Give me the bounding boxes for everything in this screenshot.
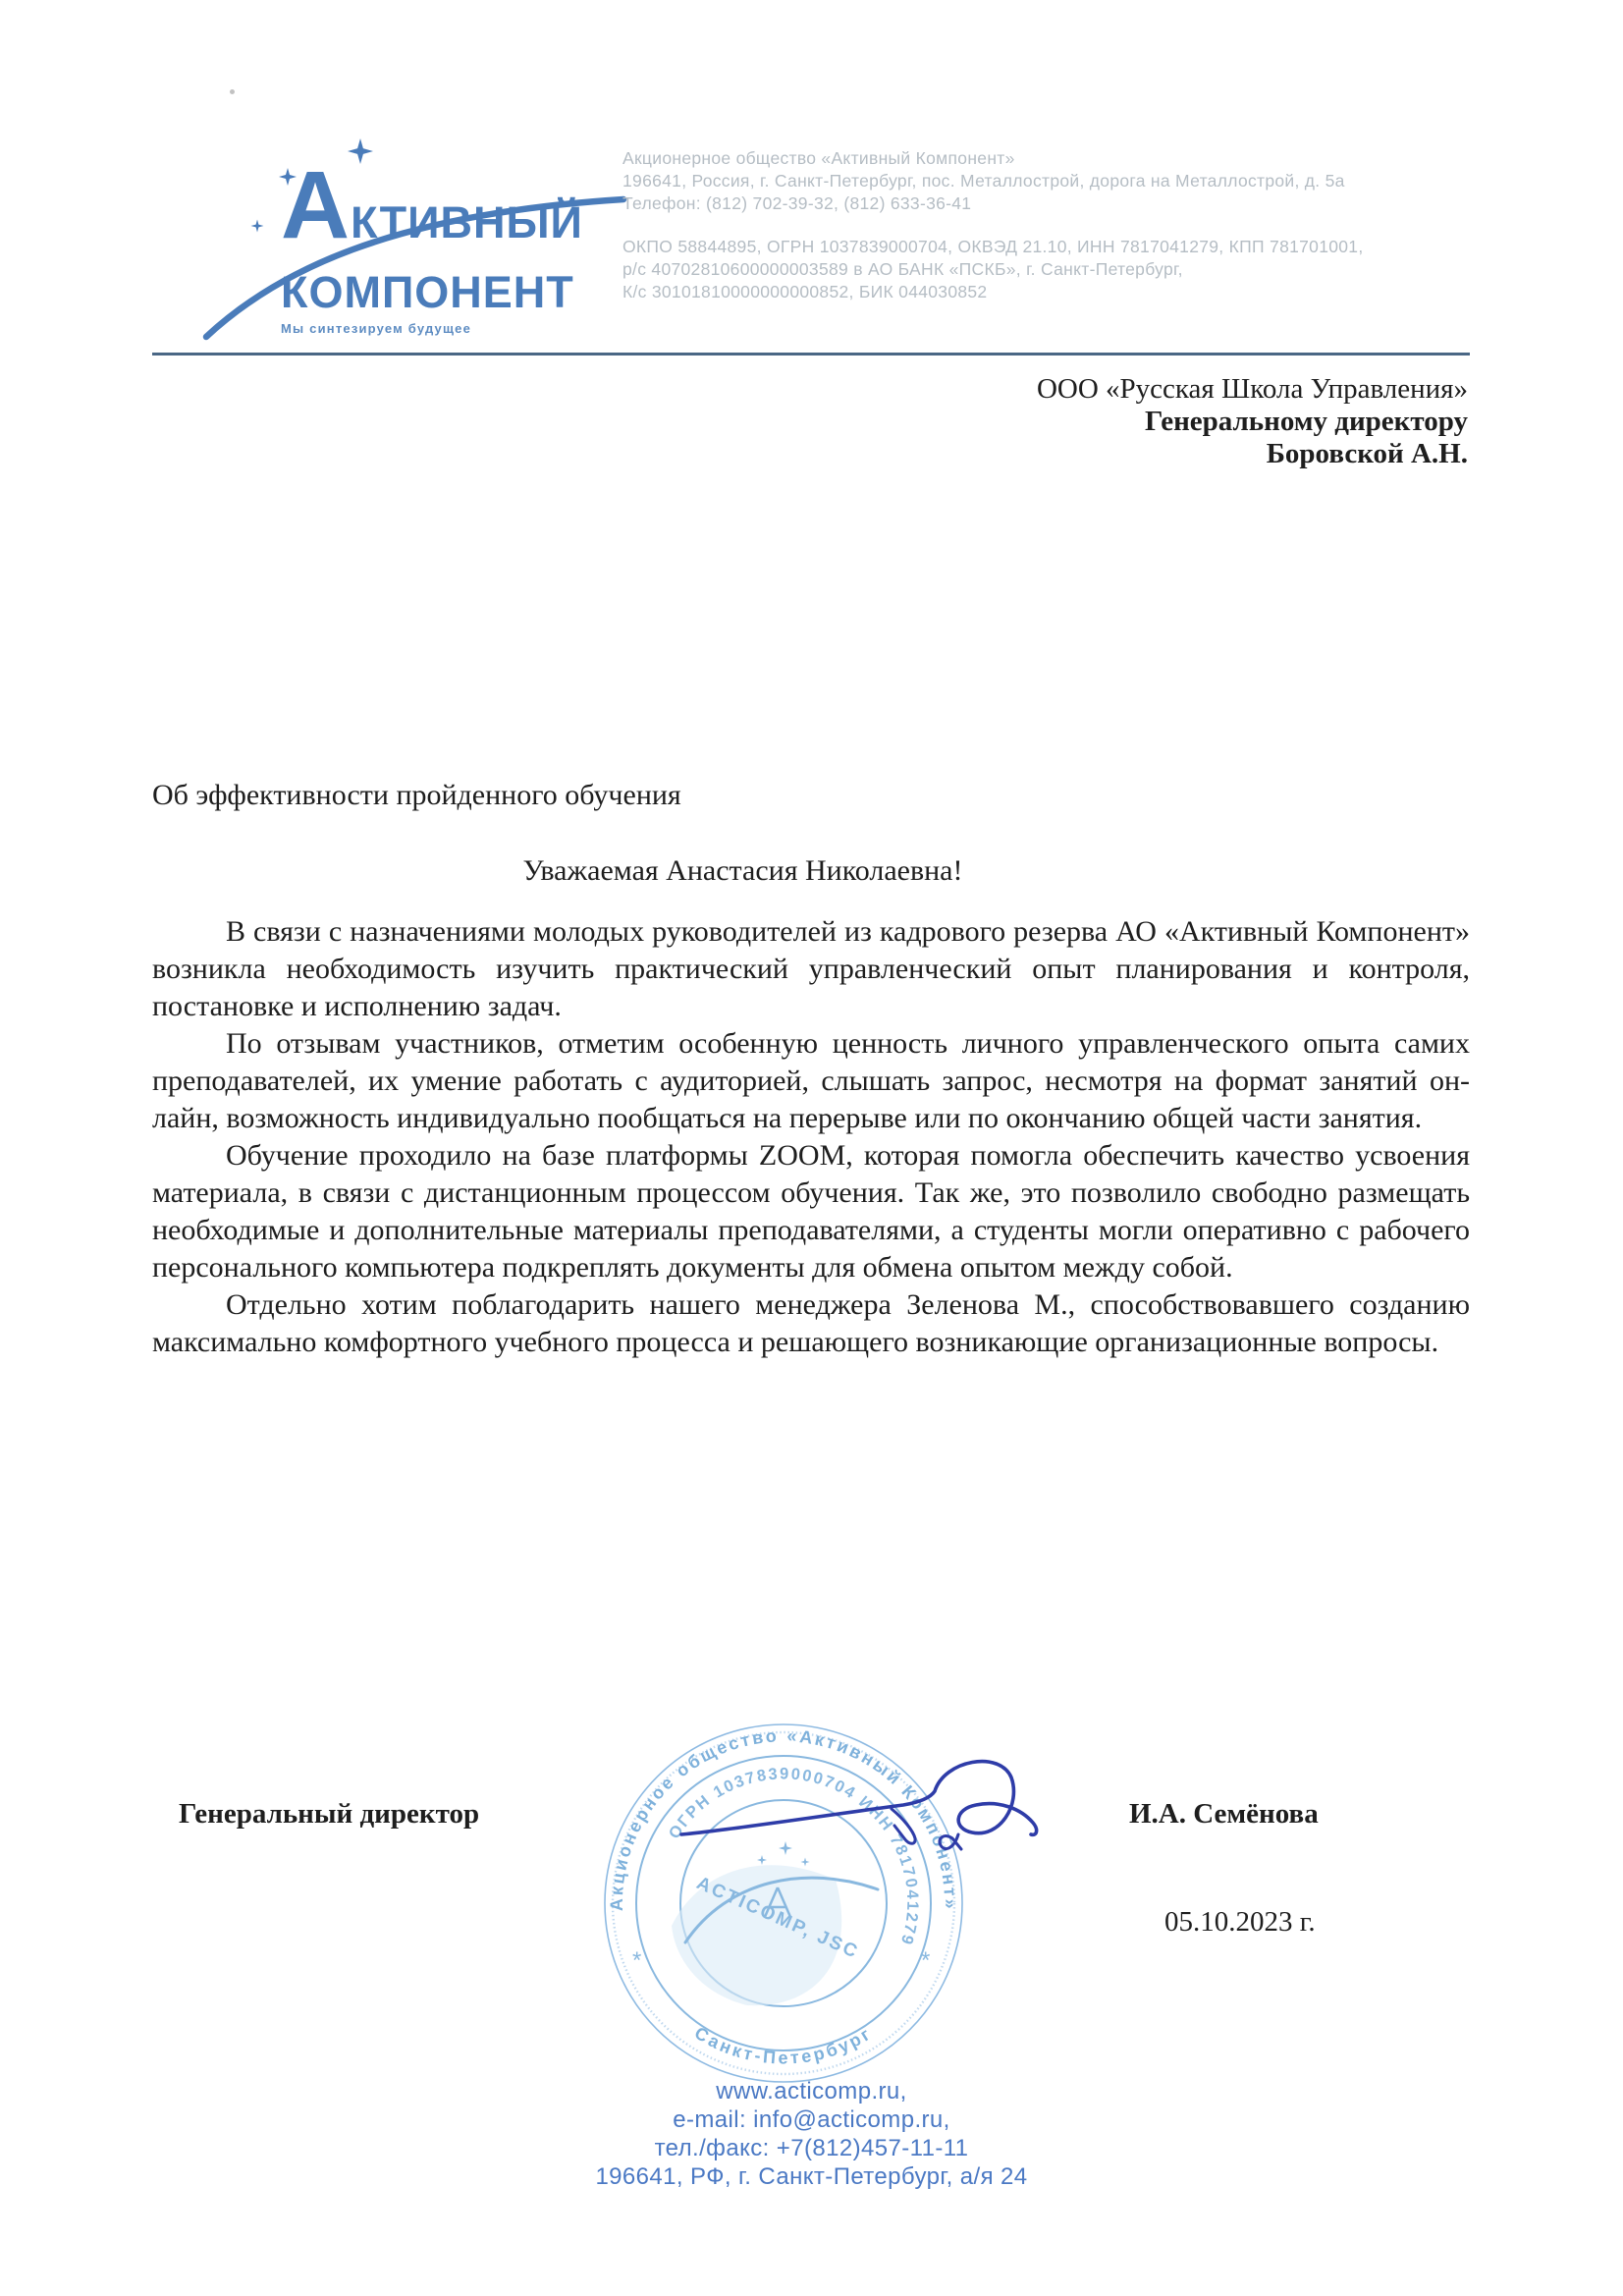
company-codes-line: ОКПО 58844895, ОГРН 1037839000704, ОКВЭД 21.10, ИНН 7817041279, КПП 781701001, xyxy=(622,237,1364,256)
company-details-block1 xyxy=(622,147,1457,215)
company-bank-line: р/с 40702810600000003589 в АО БАНК «ПСКБ», г. Санкт-Петербург, xyxy=(622,259,1183,279)
paragraph-1: В связи с назначениями молодых руководителей из кадрового резерва АО «Активный Компонент» возникла необходимость изучить практический управленческий опыт планирования и контроля, постановке и исполнению задач. xyxy=(152,915,1470,1022)
stamp-center-text: ACTICOMP, JSC xyxy=(693,1873,863,1964)
company-name-line: Акционерное общество «Активный Компонент» xyxy=(622,148,1015,168)
stamp-inner-ring-text: ОГРН 1037839000704 ИНН 7817041279 xyxy=(665,1765,922,1948)
stamp-ring-bottom-text: Санкт-Петербург xyxy=(690,2022,877,2068)
handwritten-signature xyxy=(668,1748,1060,1900)
stamp-separator-left: * xyxy=(632,1947,642,1974)
company-address-line: 196641, Россия, г. Санкт-Петербург, пос. Металлострой, дорога на Металлострой, д. 5а xyxy=(622,171,1345,191)
recipient-block xyxy=(1037,373,1468,470)
paragraph-4: Отдельно хотим поблагодарить нашего менеджера Зеленова М., способствовавшего созданию максимально комфортного учебного процесса и решающего возникающие организационные вопросы. xyxy=(152,1288,1470,1358)
company-details-block2 xyxy=(622,236,1457,303)
signer-name: И.А. Семёнова xyxy=(1129,1798,1319,1830)
stamp-ring-top-text: Акционерное общество «Активный Компонент» xyxy=(606,1725,961,1912)
signer-position: Генеральный директор xyxy=(179,1798,480,1830)
footer-email: e-mail: info@acticomp.ru, xyxy=(673,2106,950,2133)
footer-address: 196641, РФ, г. Санкт-Петербург, а/я 24 xyxy=(595,2163,1028,2190)
stamp-separator-right: * xyxy=(921,1947,931,1974)
footer-contacts xyxy=(0,2077,1623,2191)
footer-phone: тел./факс: +7(812)457-11-11 xyxy=(654,2135,969,2161)
paragraph-2: По отзывам участников, отметим особенную ценность личного управленческого опыта самих преподавателей, их умение работать с аудиторией, слышать запрос, несмотря на формат занятий он-лайн, возможность индивидуально пообщаться на перерыве или по окончанию общей части занятия. xyxy=(152,1027,1470,1134)
company-phone-line: Телефон: (812) 702-39-32, (812) 633-36-41 xyxy=(622,193,972,213)
letter-salutation: Уважаемая Анастасия Николаевна! xyxy=(522,854,963,887)
logo-name-line2: КОМПОНЕНТ xyxy=(281,267,574,317)
letter-date: 05.10.2023 г. xyxy=(1164,1906,1316,1938)
company-corr-account-line: К/с 30101810000000000852, БИК 044030852 xyxy=(622,282,988,301)
logo-tagline: Мы синтезируем будущее xyxy=(281,321,472,336)
header-divider xyxy=(152,353,1470,355)
company-details xyxy=(622,147,1457,303)
company-logo xyxy=(281,151,583,336)
scan-artifact-dot xyxy=(230,89,235,94)
logo-name-line1: АКТИВНЫЙ xyxy=(281,151,583,258)
paragraph-3: Обучение проходило на базе платформы ZOOM, которая помогла обеспечить качество усвоения материала, в связи с дистанционным процессом обучения. Так же, это позволило свободно размещать необходимые и дополнительные материалы преподавателями, а студенты могли оперативно с рабочего персонального компьютера подкреплять документы для обмена опытом между собой. xyxy=(152,1139,1470,1284)
recipient-name: Боровской А.Н. xyxy=(1266,438,1468,469)
letter-body xyxy=(152,913,1470,1361)
letter-subject: Об эффективности пройденного обучения xyxy=(152,779,681,811)
footer-website: www.acticomp.ru, xyxy=(716,2078,907,2105)
recipient-position: Генеральному директору xyxy=(1144,406,1468,437)
recipient-company: ООО «Русская Школа Управления» xyxy=(1036,373,1468,405)
